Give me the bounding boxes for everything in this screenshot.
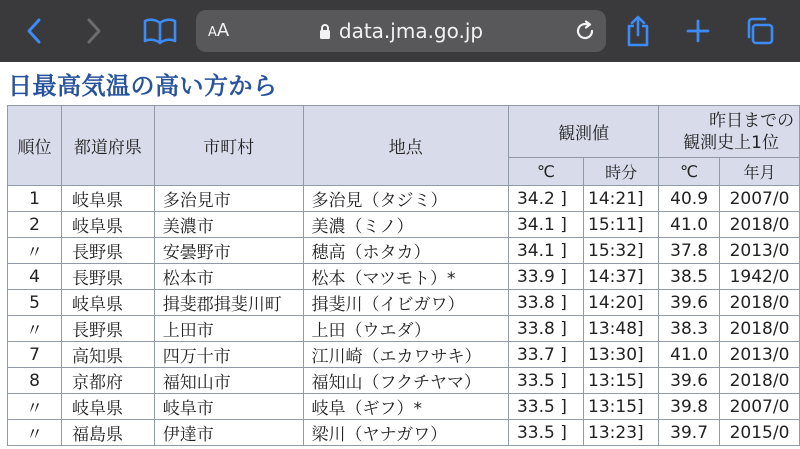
record-date-cell: 2018/0: [720, 368, 800, 394]
record-temperature-cell: 38.5: [659, 264, 720, 290]
reader-text-size-button[interactable]: AA: [208, 20, 230, 41]
page-title: 日最高気温の高い方から: [8, 72, 278, 100]
back-icon[interactable]: [20, 0, 48, 62]
rank-cell: 7: [8, 342, 62, 368]
city-cell: 四万十市: [154, 342, 303, 368]
rank-cell: 〃: [8, 420, 62, 446]
record-date-cell: 2007/0: [720, 394, 800, 420]
table-row: [8, 368, 800, 394]
url-text: data.jma.go.jp: [338, 19, 484, 43]
city-cell: 伊達市: [154, 420, 303, 446]
rank-cell: 1: [8, 186, 62, 212]
record-temperature-cell: 41.0: [659, 342, 720, 368]
rank-cell: 2: [8, 212, 62, 238]
temperature-ranking-table: [7, 105, 800, 446]
header-unit-c: ℃: [508, 158, 583, 186]
temperature-cell: 33.8 ]: [508, 290, 583, 316]
city-cell: 上田市: [154, 316, 303, 342]
station-cell: 岐阜（ギフ）*: [303, 394, 508, 420]
record-date-cell: 2018/0: [720, 290, 800, 316]
reload-icon[interactable]: [574, 10, 596, 52]
rank-cell: 5: [8, 290, 62, 316]
table-row: [8, 394, 800, 420]
temperature-cell: 33.5 ]: [508, 420, 583, 446]
prefecture-cell: 岐阜県: [62, 290, 155, 316]
station-cell: 揖斐川（イビガワ）: [303, 290, 508, 316]
header-year-month: 年月: [720, 158, 800, 186]
temperature-cell: 33.8 ]: [508, 316, 583, 342]
prefecture-cell: 長野県: [62, 264, 155, 290]
time-cell: 14:20]: [584, 290, 659, 316]
browser-toolbar: [0, 0, 800, 62]
city-cell: 多治見市: [154, 186, 303, 212]
address-bar[interactable]: [196, 10, 606, 52]
header-record-line2: 観測史上1位: [683, 132, 779, 153]
record-date-cell: 2015/0: [720, 420, 800, 446]
time-cell: 15:11]: [584, 212, 659, 238]
temperature-cell: 33.7 ]: [508, 342, 583, 368]
station-cell: 穂高（ホタカ）: [303, 238, 508, 264]
record-date-cell: 1942/0: [720, 264, 800, 290]
record-temperature-cell: 41.0: [659, 212, 720, 238]
table-row: [8, 238, 800, 264]
city-cell: 岐阜市: [154, 394, 303, 420]
prefecture-cell: 岐阜県: [62, 186, 155, 212]
record-temperature-cell: 38.3: [659, 316, 720, 342]
rank-cell: 〃: [8, 394, 62, 420]
prefecture-cell: 岐阜県: [62, 212, 155, 238]
station-cell: 多治見（タジミ）: [303, 186, 508, 212]
table-row: [8, 420, 800, 446]
temperature-cell: 34.1 ]: [508, 212, 583, 238]
header-record-line1: 昨日までの: [709, 110, 795, 131]
time-cell: 14:21]: [584, 186, 659, 212]
prefecture-cell: 京都府: [62, 368, 155, 394]
bookmarks-icon[interactable]: [140, 0, 180, 62]
rank-cell: 〃: [8, 238, 62, 264]
header-record: [659, 106, 800, 158]
record-temperature-cell: 39.7: [659, 420, 720, 446]
header-time: 時分: [584, 158, 659, 186]
record-date-cell: 2018/0: [720, 316, 800, 342]
rank-cell: 4: [8, 264, 62, 290]
temperature-cell: 34.2 ]: [508, 186, 583, 212]
forward-icon[interactable]: [80, 0, 108, 62]
header-station: 地点: [303, 106, 508, 186]
record-temperature-cell: 39.8: [659, 394, 720, 420]
header-record-unit-c: ℃: [659, 158, 720, 186]
time-cell: 13:30]: [584, 342, 659, 368]
header-observed: 観測値: [508, 106, 658, 158]
station-cell: 松本（マツモト）*: [303, 264, 508, 290]
city-cell: 福知山市: [154, 368, 303, 394]
prefecture-cell: 岐阜県: [62, 394, 155, 420]
rank-cell: 8: [8, 368, 62, 394]
record-temperature-cell: 39.6: [659, 368, 720, 394]
station-cell: 福知山（フクチヤマ）: [303, 368, 508, 394]
header-city: 市町村: [154, 106, 303, 186]
record-temperature-cell: 37.8: [659, 238, 720, 264]
temperature-cell: 33.5 ]: [508, 368, 583, 394]
time-cell: 13:15]: [584, 394, 659, 420]
city-cell: 松本市: [154, 264, 303, 290]
record-temperature-cell: 40.9: [659, 186, 720, 212]
record-temperature-cell: 39.6: [659, 290, 720, 316]
table-row: [8, 212, 800, 238]
city-cell: 揖斐郡揖斐川町: [154, 290, 303, 316]
header-rank: 順位: [8, 106, 62, 186]
time-cell: 13:23]: [584, 420, 659, 446]
new-tab-icon[interactable]: [684, 0, 712, 62]
table-row: [8, 342, 800, 368]
table-row: [8, 186, 800, 212]
record-date-cell: 2007/0: [720, 186, 800, 212]
table-row: [8, 264, 800, 290]
prefecture-cell: 福島県: [62, 420, 155, 446]
record-date-cell: 2013/0: [720, 238, 800, 264]
table-row: [8, 316, 800, 342]
time-cell: 13:48]: [584, 316, 659, 342]
prefecture-cell: 長野県: [62, 316, 155, 342]
header-prefecture: 都道府県: [62, 106, 155, 186]
table-row: [8, 290, 800, 316]
time-cell: 14:37]: [584, 264, 659, 290]
lock-icon: [319, 23, 331, 40]
record-date-cell: 2018/0: [720, 212, 800, 238]
prefecture-cell: 高知県: [62, 342, 155, 368]
city-cell: 美濃市: [154, 212, 303, 238]
tabs-overview-icon[interactable]: [742, 0, 776, 62]
temperature-cell: 33.5 ]: [508, 394, 583, 420]
temperature-cell: 33.9 ]: [508, 264, 583, 290]
prefecture-cell: 長野県: [62, 238, 155, 264]
rank-cell: 〃: [8, 316, 62, 342]
time-cell: 13:15]: [584, 368, 659, 394]
record-date-cell: 2013/0: [720, 342, 800, 368]
time-cell: 15:32]: [584, 238, 659, 264]
station-cell: 上田（ウエダ）: [303, 316, 508, 342]
station-cell: 江川崎（エカワサキ）: [303, 342, 508, 368]
share-icon[interactable]: [624, 0, 652, 62]
station-cell: 梁川（ヤナガワ）: [303, 420, 508, 446]
temperature-cell: 34.1 ]: [508, 238, 583, 264]
city-cell: 安曇野市: [154, 238, 303, 264]
station-cell: 美濃（ミノ）: [303, 212, 508, 238]
